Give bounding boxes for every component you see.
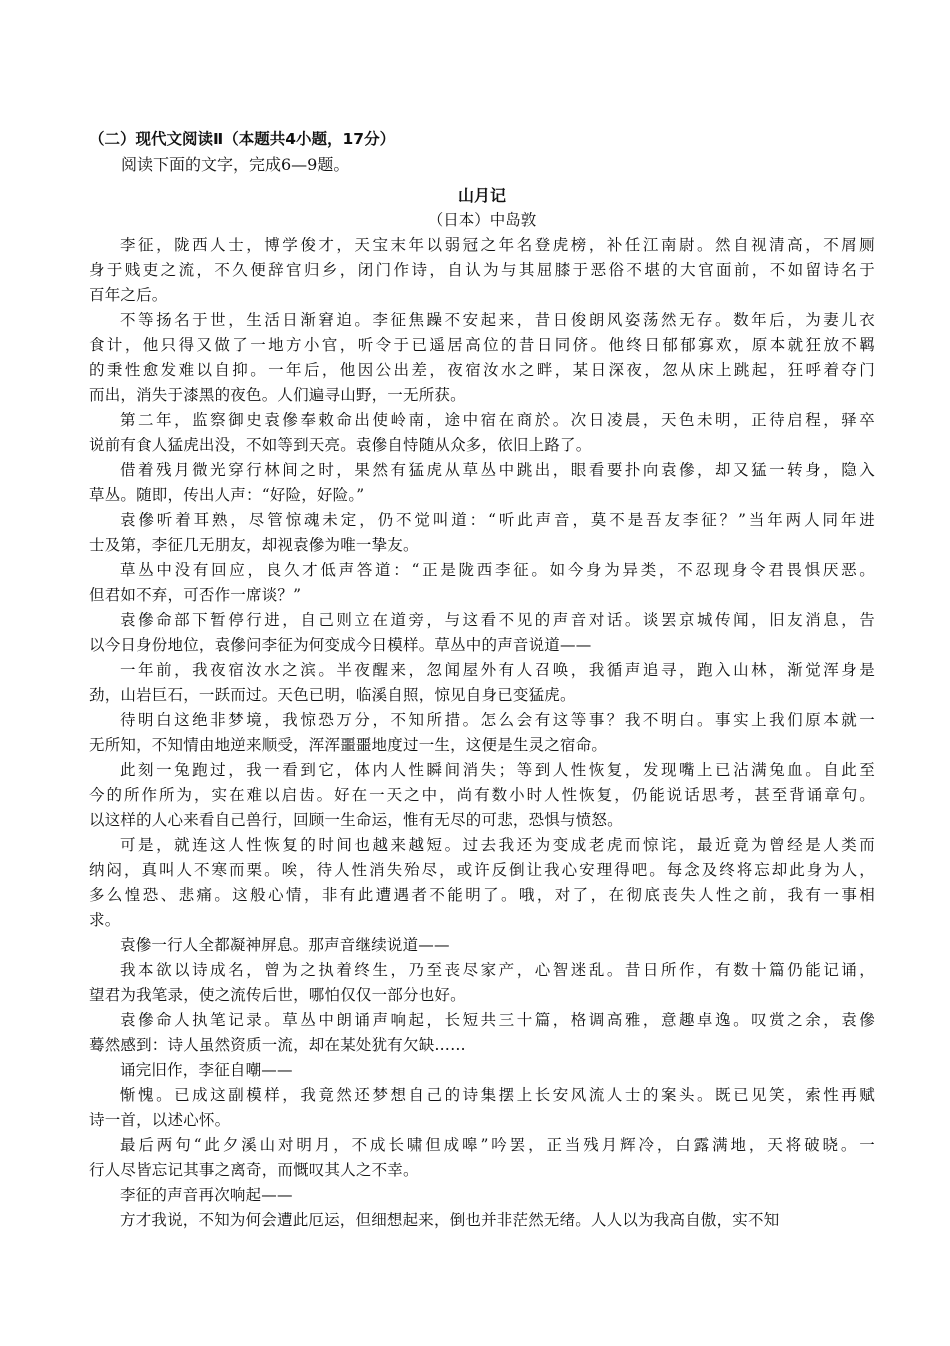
article-body <box>89 233 875 1233</box>
paragraph-line: 无所知，不知情由地逆来顺受，浑浑噩噩地度过一生，这便是生灵之宿命。 <box>89 736 608 754</box>
paragraph-line: 多么惶恐、悲痛。这般心情，非有此遭遇者不能明了。哦，对了，在彻底丧失人性之前，我有一事相 <box>89 886 875 904</box>
paragraph-line: 惭愧。已成这副模样，我竟然还梦想自己的诗集摆上长安风流人士的案头。既已见笑，索性再赋 <box>120 1086 875 1104</box>
paragraph-line: 而出，消失于漆黑的夜色。人们遍寻山野，一无所获。 <box>89 386 466 404</box>
paragraph-line: 但君如不弃，可否作一席谈？” <box>89 586 302 604</box>
paragraph-line: 望君为我笔录，使之流传后世，哪怕仅仅一部分也好。 <box>89 986 466 1004</box>
paragraph-line: 纳闷，真叫人不寒而栗。唉，待人性消失殆尽，或许反倒让我心安理得吧。每念及终将忘却此身为人， <box>89 861 875 879</box>
article-paragraph <box>89 1183 875 1208</box>
paragraph-line: 诗一首，以述心怀。 <box>89 1111 231 1129</box>
paragraph-line: 借着残月微光穿行林间之时，果然有猛虎从草丛中跳出，眼看要扑向袁傪，却又猛一转身，隐入 <box>120 461 875 479</box>
reading-section <box>89 127 875 1233</box>
paragraph-line: 诵完旧作，李征自嘲—— <box>120 1061 293 1079</box>
article-paragraph <box>89 458 875 508</box>
section-instruction: 阅读下面的文字，完成6—9题。 <box>121 155 350 174</box>
paragraph-line: 袁傪命部下暂停行进，自己则立在道旁，与这看不见的声音对话。谈罢京城传闻，旧友消息，告 <box>120 611 875 629</box>
article-paragraph <box>89 933 875 958</box>
article-paragraph <box>89 408 875 458</box>
article-paragraph <box>89 308 875 408</box>
paragraph-line: 身于贱吏之流，不久便辞官归乡，闭门作诗，自认为与其屈膝于恶俗不堪的大官面前，不如留诗名于 <box>89 261 875 279</box>
article-paragraph <box>89 758 875 833</box>
article-author: （日本）中岛敦 <box>427 211 537 229</box>
paragraph-line: 第二年，监察御史袁傪奉敕命出使岭南，途中宿在商於。次日凌晨，天色未明，正待启程，驿卒 <box>120 411 875 429</box>
article-paragraph <box>89 1083 875 1133</box>
paragraph-line: 蓦然感到：诗人虽然资质一流，却在某处犹有欠缺…… <box>89 1036 466 1054</box>
article-paragraph <box>89 958 875 1008</box>
paragraph-line: 一年前，我夜宿汝水之滨。半夜醒来，忽闻屋外有人召唤，我循声追寻，跑入山林，渐觉浑身是 <box>120 661 875 679</box>
section-heading: （二）现代文阅读Ⅱ（本题共4小题，17分） <box>89 130 396 148</box>
article-paragraph <box>89 558 875 608</box>
paragraph-line: 今的所作所为，实在难以启齿。好在一天之中，尚有数小时人性恢复，仍能说话思考，甚至背诵章句。 <box>89 786 875 804</box>
paragraph-line: 草丛中没有回应，良久才低声答道：“正是陇西李征。如今身为异类，不忍现身令君畏惧厌恶。 <box>120 561 875 579</box>
paragraph-line: 不等扬名于世，生活日渐窘迫。李征焦躁不安起来，昔日俊朗风姿荡然无存。数年后，为妻儿衣 <box>120 311 875 329</box>
article-paragraph <box>89 233 875 308</box>
paragraph-line: 的秉性愈发难以自抑。一年后，他因公出差，夜宿汝水之畔，某日深夜，忽从床上跳起，狂呼着夺门 <box>89 361 875 379</box>
article-paragraph <box>89 833 875 933</box>
article-paragraph <box>89 1208 875 1233</box>
paragraph-line: 此刻一兔跑过，我一看到它，体内人性瞬间消失；等到人性恢复，发现嘴上已沾满兔血。自此至 <box>120 761 875 779</box>
paragraph-line: 行人尽皆忘记其事之离奇，而慨叹其人之不幸。 <box>89 1161 419 1179</box>
article-paragraph <box>89 708 875 758</box>
paragraph-line: 以这样的人心来看自己兽行，回顾一生命运，惟有无尽的可悲，恐惧与愤怒。 <box>89 811 623 829</box>
article-paragraph <box>89 658 875 708</box>
article-paragraph <box>89 608 875 658</box>
article-title: 山月记 <box>457 186 506 205</box>
paragraph-line: 可是，就连这人性恢复的时间也越来越短。过去我还为变成老虎而惊诧，最近竟为曾经是人类而 <box>120 836 875 854</box>
paragraph-line: 方才我说，不知为何会遭此厄运，但细想起来，倒也并非茫然无绪。人人以为我高自傲，实不知 <box>120 1211 780 1229</box>
paragraph-line: 待明白这绝非梦境，我惊恐万分，不知所措。怎么会有这等事？我不明白。事实上我们原本就一 <box>120 711 875 729</box>
paragraph-line: 以今日身份地位，袁傪问李征为何变成今日模样。草丛中的声音说道—— <box>89 636 592 654</box>
article-paragraph <box>89 1008 875 1058</box>
paragraph-line: 袁傪命人执笔记录。草丛中朗诵声响起，长短共三十篇，格调高雅，意趣卓逸。叹赏之余，袁傪 <box>120 1011 875 1029</box>
paragraph-line: 草丛。随即，传出人声：“好险，好险。” <box>89 486 365 504</box>
paragraph-line: 李征的声音再次响起—— <box>120 1186 293 1204</box>
paragraph-line: 食计，他只得又做了一地方小官，听令于已遥居高位的昔日同侪。他终日郁郁寡欢，原本就狂放不羁 <box>89 336 875 354</box>
article-paragraph <box>89 1133 875 1183</box>
article-paragraph <box>89 1058 875 1083</box>
paragraph-line: 求。 <box>89 911 121 929</box>
paragraph-line: 说前有食人猛虎出没，不如等到天亮。袁傪自恃随从众多，依旧上路了。 <box>89 436 592 454</box>
paragraph-line: 我本欲以诗成名，曾为之执着终生，乃至丧尽家产，心智迷乱。昔日所作，有数十篇仍能记诵， <box>120 961 875 979</box>
paragraph-line: 百年之后。 <box>89 286 168 304</box>
paragraph-line: 袁傪听着耳熟，尽管惊魂未定，仍不觉叫道：“听此声音，莫不是吾友李征？”当年两人同年进 <box>120 511 875 529</box>
paragraph-line: 最后两句“此夕溪山对明月，不成长啸但成嗥”吟罢，正当残月辉冷，白露满地，天将破晓。一 <box>120 1136 875 1154</box>
paragraph-line: 劲，山岩巨石，一跃而过。天色已明，临溪自照，惊见自身已变猛虎。 <box>89 686 576 704</box>
paragraph-line: 李征，陇西人士，博学俊才，天宝末年以弱冠之年名登虎榜，补任江南尉。然自视清高，不屑厕 <box>120 236 875 254</box>
paragraph-line: 袁傪一行人全都凝神屏息。那声音继续说道—— <box>120 936 450 954</box>
paragraph-line: 士及第，李征几无朋友，却视袁傪为唯一挚友。 <box>89 536 419 554</box>
article-paragraph <box>89 508 875 558</box>
